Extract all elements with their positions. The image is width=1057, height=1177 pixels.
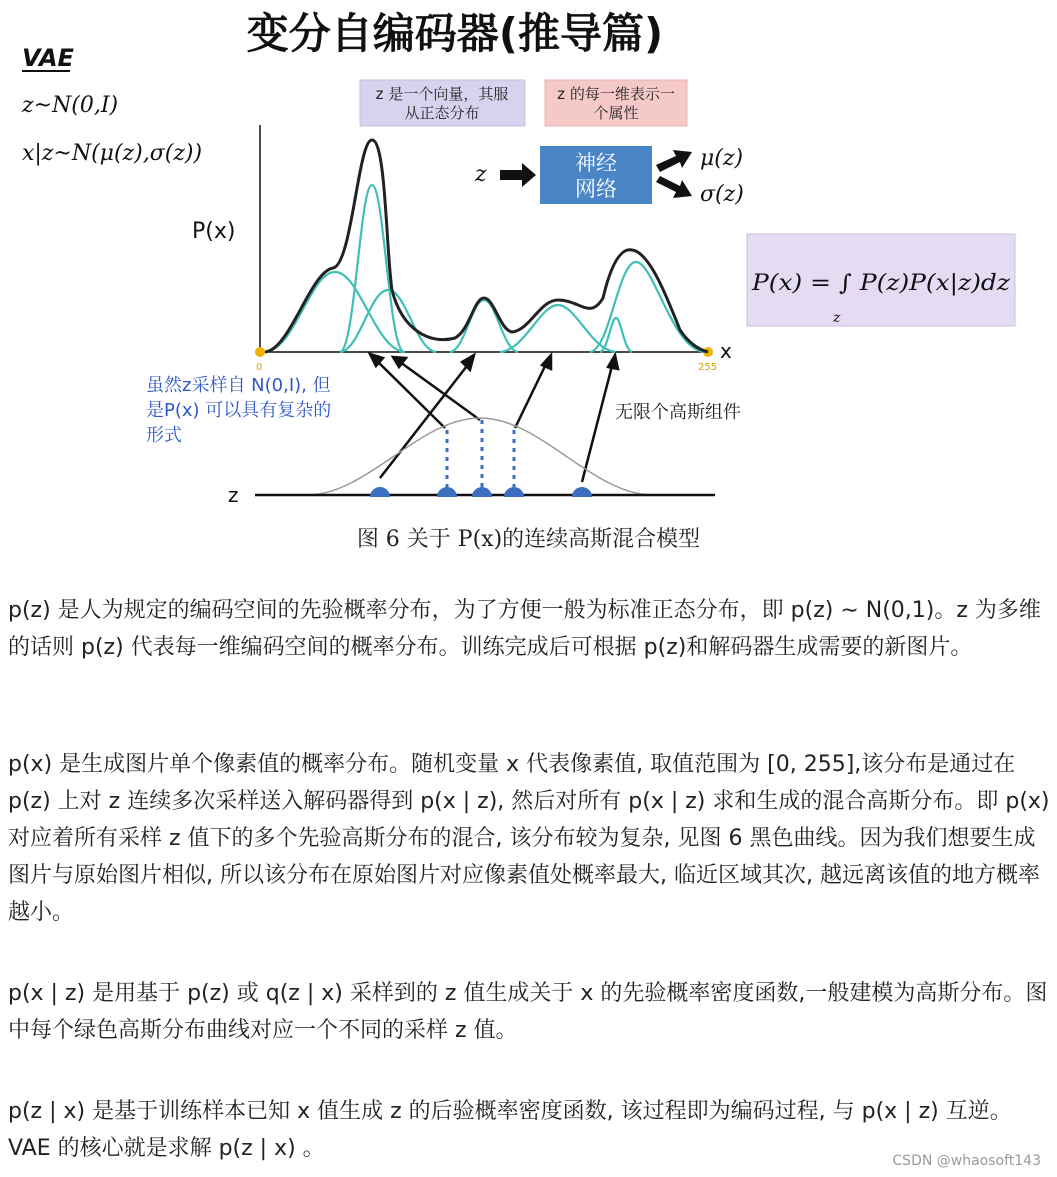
blue-note-line-3: 形式: [146, 425, 182, 446]
callout-right-line-2: 个属性: [593, 104, 639, 122]
x-axis-label: x: [720, 339, 732, 363]
z-axis-label: z: [228, 483, 239, 507]
paragraph-px: p(x) 是生成图片单个像素值的概率分布。随机变量 x 代表像素值, 取值范围为 [0, 255],该分布是通过在 p(z) 上对 z 连续多次采样送入解码器得到 p(x | z), 然后对所有 p(x | z) 求和生成的混合高斯分布。即 p(x) 对应着所有采样 z 值下的多个先验高斯分布的混合, 该分布较为复杂, 见图 6 黑色曲线。因为我们想要生成图片与原始图片相似, 所以该分布在原始图片对应像素值处概率最大, 临近区域其次, 越远离该值的地方概率越小。: [8, 752, 1050, 925]
formula-x-given-z: x|z~N(μ(z),σ(z)): [22, 141, 203, 166]
nn-box-line-1: 神经: [575, 151, 617, 175]
formula-z-prior: z~N(0,I): [22, 93, 119, 118]
integral-formula: P(x) = ∫ P(z)P(x|z)dz: [750, 271, 1011, 296]
callout-vector-normal: [360, 80, 525, 126]
px-axis-label: P(x): [192, 219, 236, 244]
paragraph-posterior: p(z | x) 是基于训练样本已知 x 值生成 z 的后验概率密度函数, 该过程即为编码过程, 与 p(x | z) 互逆。VAE 的核心就是求解 p(z | x) 。: [8, 1099, 1012, 1161]
paragraph-prior-pz: p(z) 是人为规定的编码空间的先验概率分布，为了方便一般为标准正态分布，即 p(z) ∼ N(0,1)。z 为多维的话则 p(z) 代表每一维编码空间的概率分布。训练完成后可根据 p(z)和解码器生成需要的新图片。: [8, 598, 1041, 660]
callout-right-line-1: z 的每一维表示一: [557, 85, 675, 103]
infinite-gaussian-note: 无限个高斯组件: [615, 402, 741, 423]
nn-box-line-2: 网络: [575, 177, 617, 201]
vae-figure: [0, 0, 1057, 580]
figure-title: 变分自编码器(推导篇): [246, 9, 664, 58]
csdn-watermark: CSDN @whaosoft143: [892, 1153, 1041, 1169]
output-sigma: σ(z): [700, 182, 744, 207]
blue-note-line-1: 虽然z采样自 N(0,I), 但: [146, 375, 331, 396]
blue-note-line-2: 是P(x) 可以具有复杂的: [146, 400, 332, 421]
output-mu: μ(z): [700, 146, 744, 171]
callout-left-line-1: z 是一个向量，其服: [375, 85, 509, 103]
neural-network-box: [540, 146, 652, 204]
integral-subscript: z: [833, 310, 841, 326]
figure-caption: 图 6 关于 P(x)的连续高斯混合模型: [356, 527, 701, 552]
callout-dimension-attribute: [545, 80, 687, 126]
vae-label: VAE: [22, 44, 74, 72]
paragraph-likelihood: p(x | z) 是用基于 p(z) 或 q(z | x) 采样到的 z 值生成关于 x 的先验概率密度函数,一般建模为高斯分布。图中每个绿色高斯分布曲线对应一个不同的采样 z 值。: [8, 981, 1048, 1043]
integral-formula-box: [747, 234, 1015, 326]
callout-left-line-2: 从正态分布: [404, 104, 480, 122]
nn-input-z: z: [475, 162, 487, 187]
x-axis-start: 0: [256, 362, 263, 373]
x-axis-end: 255: [698, 362, 718, 373]
